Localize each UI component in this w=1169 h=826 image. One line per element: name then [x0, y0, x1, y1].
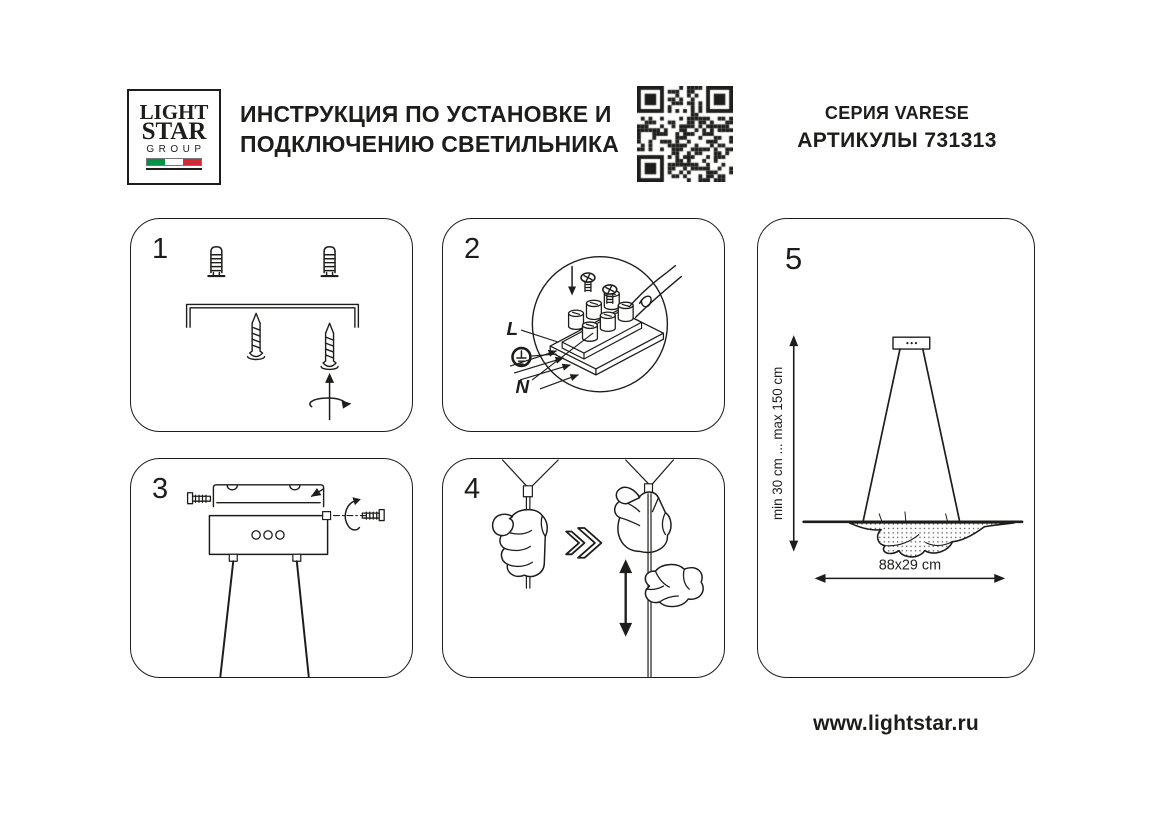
qr-code-icon: [637, 86, 733, 182]
title-line-2: ПОДКЛЮЧЕНИЮ СВЕТИЛЬНИКА: [240, 131, 620, 157]
earth-ground-icon: [513, 348, 531, 366]
mounting-bracket: [187, 304, 359, 327]
step-5-number: 5: [785, 241, 803, 276]
mains-wires: [630, 266, 682, 318]
logo-underline: [146, 168, 202, 171]
insert-arrow-icon: [568, 267, 576, 296]
screw-left-icon: [188, 493, 211, 504]
step-5-panel: [757, 218, 1035, 678]
lamp-shade: [804, 512, 1022, 557]
step-1-diagram: [131, 219, 412, 431]
wall-plug-right-icon: [322, 247, 338, 276]
step-5-diagram: [758, 219, 1034, 676]
width-label: 88x29 cm: [878, 557, 942, 574]
height-range-label: min 30 cm ... max 150 cm: [769, 366, 785, 521]
ceiling-bracket: [213, 485, 323, 507]
scene-adjust-length: [615, 460, 704, 676]
step-3-panel: [130, 458, 413, 678]
next-step-arrow-icon: [566, 528, 601, 558]
step-2-diagram: [443, 219, 724, 431]
width-dimension: [815, 557, 1006, 582]
terminal-screws: [581, 273, 617, 303]
page-title: [240, 99, 619, 159]
suspension-cables: [863, 349, 959, 521]
slide-arrow-icon: [312, 489, 324, 496]
live-label: L: [506, 318, 519, 340]
step-2-panel: [442, 218, 725, 432]
step-4-panel: [442, 458, 725, 678]
product-info: [767, 103, 1027, 153]
screw-left-icon: [248, 313, 265, 359]
hand-grip-icon: [493, 510, 548, 577]
article-number: АРТИКУЛЫ 731313: [797, 129, 997, 152]
wall-plug-left-icon: [208, 247, 224, 276]
italian-flag-icon: [146, 158, 202, 166]
step-1-panel: [130, 218, 413, 432]
neutral-label: N: [515, 375, 530, 397]
logo-word-light: LIGHT: [139, 99, 209, 124]
hand-pull-icon: [645, 565, 703, 607]
height-dimension: [770, 335, 798, 551]
series-name: СЕРИЯ VARESE: [824, 103, 970, 123]
step-4-number: 4: [464, 473, 481, 505]
lightstar-logo: [127, 89, 221, 185]
title-line-1: ИНСТРУКЦИЯ ПО УСТАНОВКЕ И: [240, 101, 612, 127]
step-3-diagram: [131, 459, 412, 677]
rotate-arrow-icon: [345, 497, 361, 530]
rotate-arrow-icon: [310, 373, 352, 420]
logo-word-group: GROUP: [146, 143, 206, 155]
step-3-number: 3: [152, 473, 169, 505]
website-url: www.lightstar.ru: [813, 712, 979, 735]
up-down-arrow-icon: [619, 559, 632, 636]
scene-grip-cable: [493, 460, 559, 588]
screw-right-icon: [321, 323, 338, 369]
logo-word-star: STAR: [141, 117, 207, 145]
suspension-cables: [220, 554, 308, 676]
step-1-number: 1: [152, 233, 169, 265]
corner-mark: [323, 512, 331, 520]
hand-pinch-icon: [615, 487, 671, 552]
ceiling-canopy: [893, 337, 930, 349]
step-2-number: 2: [464, 233, 481, 265]
step-4-diagram: [443, 459, 724, 677]
canopy-box: [209, 516, 327, 555]
